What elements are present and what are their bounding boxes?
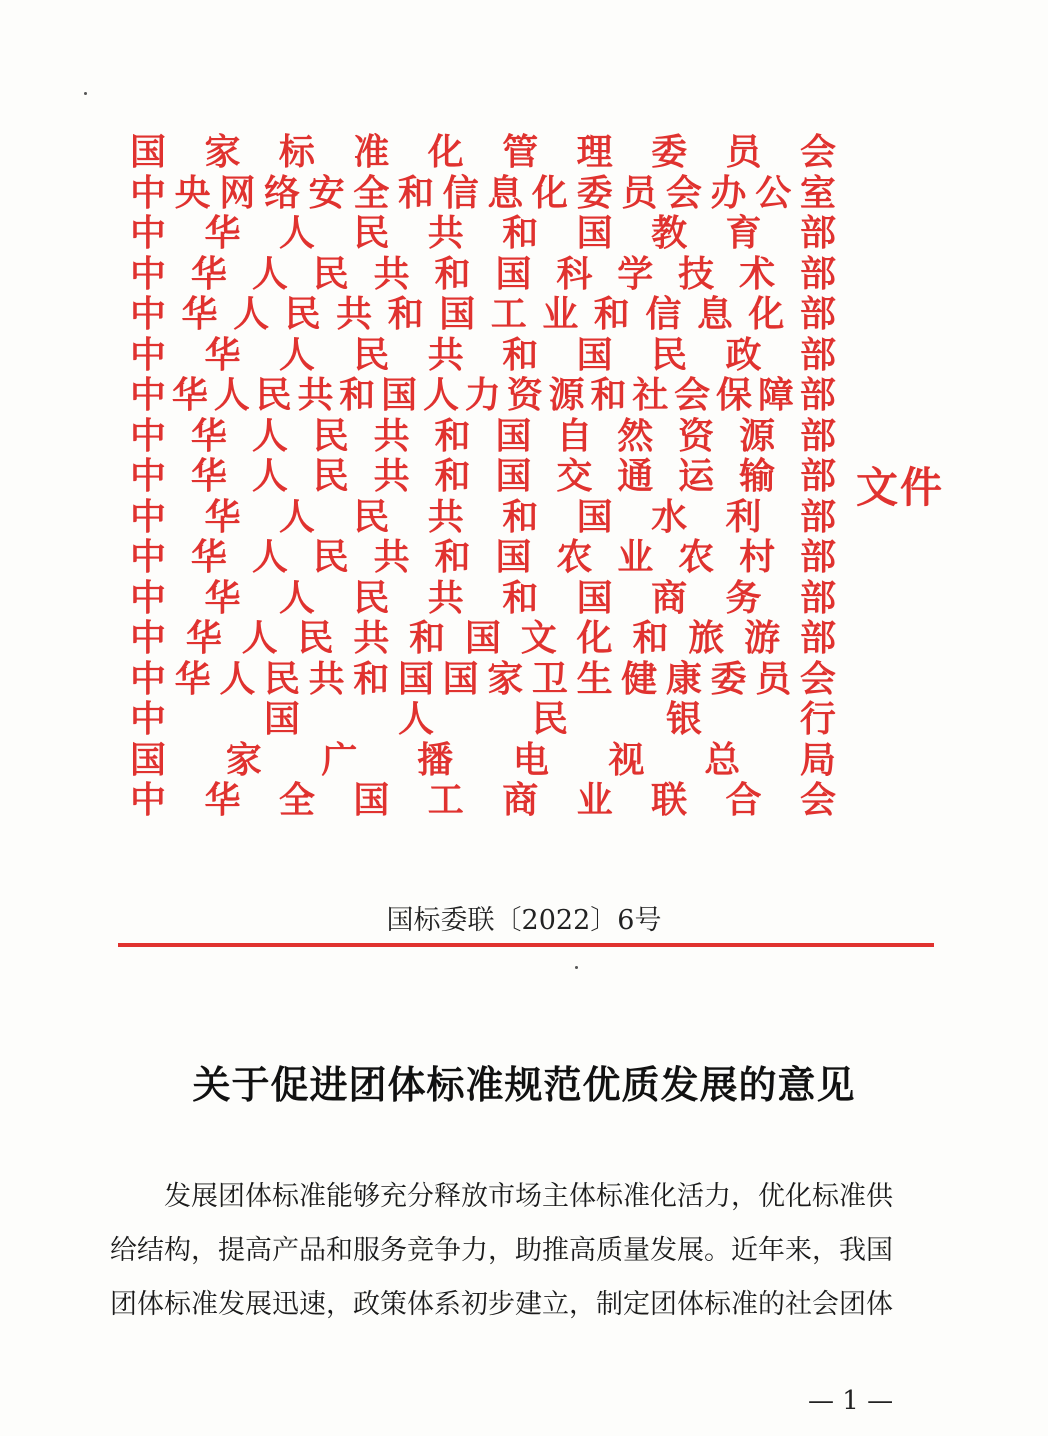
issuer-char: 育: [725, 212, 762, 255]
issuer-char: 部: [799, 495, 836, 538]
issuer-name: [130, 375, 836, 416]
issuer-char: 共: [373, 536, 410, 579]
issuer-char: 务: [725, 576, 762, 619]
document-number: 国标委联〔2022〕6号: [386, 905, 662, 936]
issuer-char: 会: [799, 779, 836, 822]
issuer-char: 息: [487, 171, 524, 214]
issuer-char: 人: [251, 252, 288, 295]
issuer-char: 部: [799, 414, 836, 457]
issuer-char: 中: [130, 212, 167, 255]
issuer-char: 办: [710, 171, 747, 214]
issuer-char: 民: [353, 333, 390, 376]
issuer-char: 学: [617, 252, 654, 295]
issuer-char: 银: [665, 698, 702, 741]
issuer-char: 会: [799, 131, 836, 174]
issuer-char: 国: [130, 738, 167, 781]
issuer-char: 人: [251, 536, 288, 579]
issuer-char: 交: [556, 455, 593, 498]
issuer-char: 和: [502, 576, 539, 619]
issuer-name: [130, 335, 836, 376]
issuer-char: 民: [353, 495, 390, 538]
body-line: 发展团体标准能够充分释放市场主体标准化活力，优化标准供: [164, 1181, 893, 1212]
issuer-char: 民: [312, 414, 349, 457]
issuer-char: 部: [799, 374, 836, 417]
issuer-char: 部: [799, 536, 836, 579]
issuer-char: 商: [502, 779, 539, 822]
issuer-char: 人: [278, 576, 315, 619]
issuer-char: 理: [576, 131, 613, 174]
issuer-char: 行: [799, 698, 836, 741]
issuer-char: 资: [678, 414, 715, 457]
issuer-char: 民: [312, 252, 349, 295]
issuer-name: [130, 456, 836, 497]
issuer-char: 中: [130, 576, 167, 619]
issuer-char: 教: [651, 212, 688, 255]
issuer-char: 中: [130, 657, 167, 700]
issuer-char: 央: [174, 171, 211, 214]
issuer-char: 和: [593, 293, 630, 336]
issuer-char: 中: [130, 698, 167, 741]
issuer-char: 人: [241, 617, 278, 660]
issuer-char: 部: [799, 293, 836, 336]
issuer-char: 自: [556, 414, 593, 457]
issuer-char: 视: [608, 738, 645, 781]
issuer-char: 信: [442, 171, 479, 214]
issuer-char: 国: [495, 252, 532, 295]
issuer-char: 运: [678, 455, 715, 498]
issuer-char: 委: [576, 171, 613, 214]
issuer-char: 通: [617, 455, 654, 498]
issuer-name: [130, 294, 836, 335]
issuer-char: 人: [278, 212, 315, 255]
issuer-char: 中: [130, 617, 167, 660]
issuer-char: 公: [755, 171, 792, 214]
issuer-char: 文: [520, 617, 557, 660]
issuer-char: 华: [204, 333, 241, 376]
issuer-char: 家: [204, 131, 241, 174]
issuer-char: 会: [674, 374, 711, 417]
issuer-char: 障: [757, 374, 794, 417]
issuer-char: 网: [219, 171, 256, 214]
issuer-char: 中: [130, 495, 167, 538]
issuer-char: 中: [130, 779, 167, 822]
issuer-char: 中: [130, 293, 167, 336]
issuer-char: 和: [434, 414, 471, 457]
issuer-char: 息: [696, 293, 733, 336]
issuer-char: 信: [645, 293, 682, 336]
issuer-char: 播: [417, 738, 454, 781]
issuer-char: 国: [464, 617, 501, 660]
issuer-char: 委: [651, 131, 688, 174]
issuer-char: 中: [130, 374, 167, 417]
issuer-char: 广: [321, 738, 358, 781]
issuer-char: 国: [495, 414, 532, 457]
issuer-char: 共: [427, 576, 464, 619]
issuer-char: 卫: [531, 657, 568, 700]
issuer-char: 标: [278, 131, 315, 174]
issuer-char: 家: [487, 657, 524, 700]
issuer-char: 和: [339, 374, 376, 417]
issuer-char: 人: [397, 698, 434, 741]
file-label: 文件: [856, 463, 945, 512]
issuer-char: 联: [651, 779, 688, 822]
issuer-char: 中: [130, 455, 167, 498]
issuer-char: 和: [502, 495, 539, 538]
issuer-char: 华: [190, 252, 227, 295]
issuer-char: 国: [439, 293, 476, 336]
issuer-char: 村: [739, 536, 776, 579]
issuer-char: 和: [353, 657, 390, 700]
issuer-char: 化: [427, 131, 464, 174]
issuer-char: 总: [704, 738, 741, 781]
issuer-char: 室: [799, 171, 836, 214]
issuer-char: 会: [799, 657, 836, 700]
issuer-char: 健: [621, 657, 658, 700]
issuer-char: 利: [725, 495, 762, 538]
issuer-char: 共: [373, 252, 410, 295]
issuer-char: 共: [353, 617, 390, 660]
issuer-char: 人: [423, 374, 460, 417]
issuer-name: [130, 780, 836, 821]
scan-speck: [575, 966, 578, 969]
issuer-char: 华: [190, 455, 227, 498]
issuer-char: 力: [464, 374, 501, 417]
issuer-char: 民: [531, 698, 568, 741]
issuer-char: 技: [678, 252, 715, 295]
issuer-char: 共: [308, 657, 345, 700]
issuer-char: 国: [442, 657, 479, 700]
issuer-char: 民: [353, 212, 390, 255]
issuer-char: 共: [427, 495, 464, 538]
issuer-char: 部: [799, 455, 836, 498]
issuer-char: 民: [297, 617, 334, 660]
issuer-char: 会: [665, 171, 702, 214]
issuer-char: 化: [748, 293, 785, 336]
issuer-char: 部: [799, 333, 836, 376]
issuer-char: 源: [739, 414, 776, 457]
issuer-name: [130, 416, 836, 457]
issuer-name: [130, 659, 836, 700]
issuer-char: 政: [725, 333, 762, 376]
body-line: 给结构，提高产品和服务竞争力，助推高质量发展。近年来，我国: [110, 1235, 893, 1266]
issuer-char: 局: [799, 738, 836, 781]
issuer-char: 共: [297, 374, 334, 417]
body-paragraph: [110, 1170, 940, 1332]
issuer-char: 民: [312, 536, 349, 579]
issuer-char: 国: [576, 495, 613, 538]
issuer-char: 中: [130, 536, 167, 579]
issuer-char: 员: [725, 131, 762, 174]
issuer-char: 共: [373, 455, 410, 498]
issuer-name: [130, 618, 836, 659]
issuer-char: 科: [556, 252, 593, 295]
issuer-char: 络: [263, 171, 300, 214]
red-divider-line: [118, 943, 934, 947]
issuer-char: 华: [181, 293, 218, 336]
issuer-char: 部: [799, 212, 836, 255]
issuer-char: 和: [434, 536, 471, 579]
issuer-char: 和: [632, 617, 669, 660]
issuer-char: 人: [278, 495, 315, 538]
issuer-char: 中: [130, 252, 167, 295]
body-line: 团体标准发展迅速，政策体系初步建立，制定团体标准的社会团体: [110, 1289, 893, 1320]
issuer-char: 共: [427, 333, 464, 376]
issuer-char: 国: [353, 779, 390, 822]
issuer-char: 家: [225, 738, 262, 781]
issuer-char: 业: [542, 293, 579, 336]
issuer-char: 中: [130, 333, 167, 376]
issuer-char: 人: [219, 657, 256, 700]
document-title: 关于促进团体标准规范优质发展的意见: [192, 1062, 856, 1107]
issuer-char: 华: [204, 212, 241, 255]
issuer-name: [130, 173, 836, 214]
issuer-char: 华: [204, 495, 241, 538]
issuer-char: 合: [725, 779, 762, 822]
issuer-char: 社: [632, 374, 669, 417]
issuer-char: 部: [799, 576, 836, 619]
issuer-char: 然: [617, 414, 654, 457]
issuer-char: 中: [130, 414, 167, 457]
issuer-char: 资: [506, 374, 543, 417]
issuer-char: 旅: [688, 617, 725, 660]
page-number: — 1 —: [808, 1386, 894, 1416]
issuer-char: 华: [171, 374, 208, 417]
issuer-name: [130, 132, 836, 173]
issuer-name: [130, 213, 836, 254]
issuer-char: 农: [556, 536, 593, 579]
issuer-char: 共: [373, 414, 410, 457]
issuer-char: 和: [397, 171, 434, 214]
issuer-char: 民: [651, 333, 688, 376]
issuer-char: 农: [678, 536, 715, 579]
issuer-char: 中: [130, 171, 167, 214]
issuer-char: 国: [495, 536, 532, 579]
issuer-char: 游: [744, 617, 781, 660]
issuer-char: 生: [576, 657, 613, 700]
issuer-char: 国: [576, 212, 613, 255]
issuer-char: 和: [502, 333, 539, 376]
issuer-name: [130, 699, 836, 740]
issuer-char: 人: [251, 414, 288, 457]
issuer-char: 和: [434, 252, 471, 295]
issuer-char: 化: [576, 617, 613, 660]
issuer-char: 华: [190, 414, 227, 457]
issuer-char: 人: [213, 374, 250, 417]
issuer-char: 民: [255, 374, 292, 417]
issuer-char: 全: [278, 779, 315, 822]
issuer-name: [130, 537, 836, 578]
issuer-char: 管: [502, 131, 539, 174]
issuer-char: 华: [190, 536, 227, 579]
issuer-char: 和: [434, 455, 471, 498]
issuer-list: [130, 132, 836, 821]
issuer-char: 民: [312, 455, 349, 498]
issuer-char: 国: [130, 131, 167, 174]
issuer-char: 化: [531, 171, 568, 214]
issuer-char: 全: [353, 171, 390, 214]
issuer-char: 华: [204, 779, 241, 822]
issuer-char: 部: [799, 252, 836, 295]
issuer-name: [130, 497, 836, 538]
issuer-char: 和: [409, 617, 446, 660]
issuer-char: 共: [427, 212, 464, 255]
issuer-char: 国: [576, 576, 613, 619]
issuer-name: [130, 578, 836, 619]
issuer-char: 华: [185, 617, 222, 660]
issuer-char: 华: [204, 576, 241, 619]
issuer-char: 共: [336, 293, 373, 336]
issuer-char: 业: [617, 536, 654, 579]
issuer-char: 人: [251, 455, 288, 498]
issuer-char: 康: [665, 657, 702, 700]
issuer-char: 输: [739, 455, 776, 498]
issuer-char: 人: [278, 333, 315, 376]
issuer-char: 国: [576, 333, 613, 376]
issuer-char: 国: [495, 455, 532, 498]
issuer-char: 和: [502, 212, 539, 255]
issuer-char: 民: [284, 293, 321, 336]
scan-speck: [84, 92, 87, 95]
issuer-name: [130, 254, 836, 295]
issuer-char: 国: [397, 657, 434, 700]
issuer-char: 华: [174, 657, 211, 700]
issuer-char: 准: [353, 131, 390, 174]
issuer-char: 部: [799, 617, 836, 660]
issuer-char: 委: [710, 657, 747, 700]
issuer-char: 保: [716, 374, 753, 417]
issuer-name: [130, 740, 836, 781]
issuer-char: 水: [651, 495, 688, 538]
issuer-char: 民: [353, 576, 390, 619]
issuer-char: 安: [308, 171, 345, 214]
issuer-char: 人: [233, 293, 270, 336]
issuer-char: 和: [590, 374, 627, 417]
issuer-char: 商: [651, 576, 688, 619]
issuer-char: 员: [621, 171, 658, 214]
issuer-char: 工: [427, 779, 464, 822]
issuer-char: 业: [576, 779, 613, 822]
issuer-char: 源: [548, 374, 585, 417]
issuer-char: 电: [512, 738, 549, 781]
issuer-char: 员: [755, 657, 792, 700]
issuer-char: 术: [739, 252, 776, 295]
issuer-char: 国: [381, 374, 418, 417]
issuer-char: 民: [263, 657, 300, 700]
issuer-char: 和: [387, 293, 424, 336]
issuer-char: 工: [490, 293, 527, 336]
issuer-char: 国: [263, 698, 300, 741]
